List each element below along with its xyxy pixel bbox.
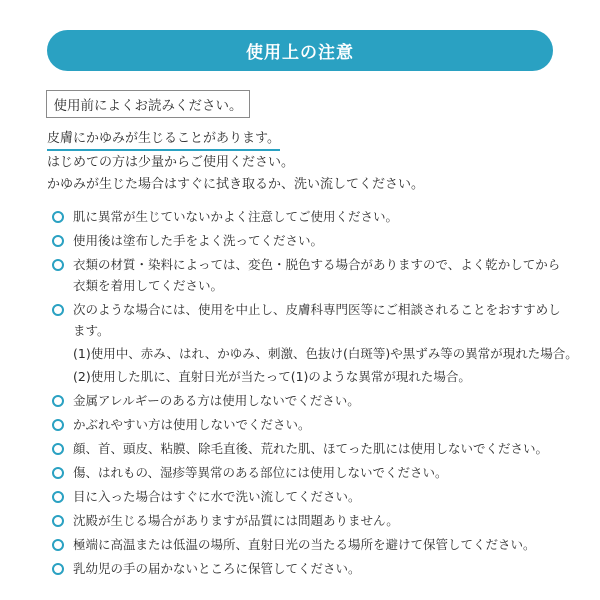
circle-outline-icon <box>52 235 64 247</box>
list-item-text: 肌に異常が生じていないかよく注意してご使用ください。 <box>73 209 399 224</box>
precautions-list <box>50 206 578 582</box>
list-item-text: 傷、はれもの、湿疹等異常のある部位には使用しないでください。 <box>73 465 448 480</box>
intro-line: かゆみが生じた場合はすぐに拭き取るか、洗い流してください。 <box>47 177 425 192</box>
circle-outline-icon <box>52 467 64 479</box>
circle-outline-icon <box>52 211 64 223</box>
list-item <box>50 510 570 531</box>
list-item-text: 沈殿が生じる場合がありますが品質には問題ありません。 <box>73 513 399 528</box>
list-item <box>50 390 570 411</box>
list-item <box>50 534 570 555</box>
circle-outline-icon <box>52 304 64 316</box>
circle-outline-icon <box>52 259 64 271</box>
list-subitem: (2)使用した肌に、直射日光が当たって(1)のような異常が現れた場合。 <box>73 369 471 384</box>
list-item-text: 金属アレルギーのある方は使用しないでください。 <box>73 393 360 408</box>
list-item <box>50 486 570 507</box>
circle-outline-icon <box>52 563 64 575</box>
section-title-banner <box>47 30 553 71</box>
list-item <box>50 206 570 227</box>
circle-outline-icon <box>52 419 64 431</box>
circle-outline-icon <box>52 395 64 407</box>
list-subitem: (1)使用中、赤み、はれ、かゆみ、刺激、色抜け(白斑等)や黒ずみ等の異常が現れた場合。 <box>73 346 578 361</box>
list-item <box>50 254 570 296</box>
read-before-use-notice: 使用前によくお読みください。 <box>46 90 250 118</box>
list-item-text: 乳幼児の手の届かないところに保管してください。 <box>73 561 361 576</box>
intro-headline: 皮膚にかゆみが生じることがあります。 <box>47 129 280 151</box>
list-item <box>50 438 570 459</box>
intro-block <box>47 128 567 196</box>
list-item <box>50 299 578 387</box>
list-item-text: 使用後は塗布した手をよく洗ってください。 <box>73 233 324 248</box>
list-item <box>50 230 570 251</box>
circle-outline-icon <box>52 539 64 551</box>
list-item-text: かぶれやすい方は使用しないでください。 <box>73 417 311 432</box>
list-item <box>50 558 570 579</box>
list-item-text: 次のような場合には、使用を中止し、皮膚科専門医等にご相談されることをおすすめします。 <box>73 302 561 338</box>
list-item <box>50 414 570 435</box>
circle-outline-icon <box>52 443 64 455</box>
list-item-text: 目に入った場合はすぐに水で洗い流してください。 <box>73 489 361 504</box>
list-item <box>50 462 570 483</box>
section-title: 使用上の注意 <box>246 43 354 63</box>
circle-outline-icon <box>52 515 64 527</box>
list-item-text: 極端に高温または低温の場所、直射日光の当たる場所を避けて保管してください。 <box>73 537 536 552</box>
intro-line: はじめての方は少量からご使用ください。 <box>47 155 295 170</box>
list-item-text: 顔、首、頭皮、粘膜、除毛直後、荒れた肌、ほてった肌には使用しないでください。 <box>73 441 549 456</box>
circle-outline-icon <box>52 491 64 503</box>
list-item-text: 衣類の材質・染料によっては、変色・脱色する場合がありますので、よく乾かしてから衣類を着用してください。 <box>73 257 561 293</box>
